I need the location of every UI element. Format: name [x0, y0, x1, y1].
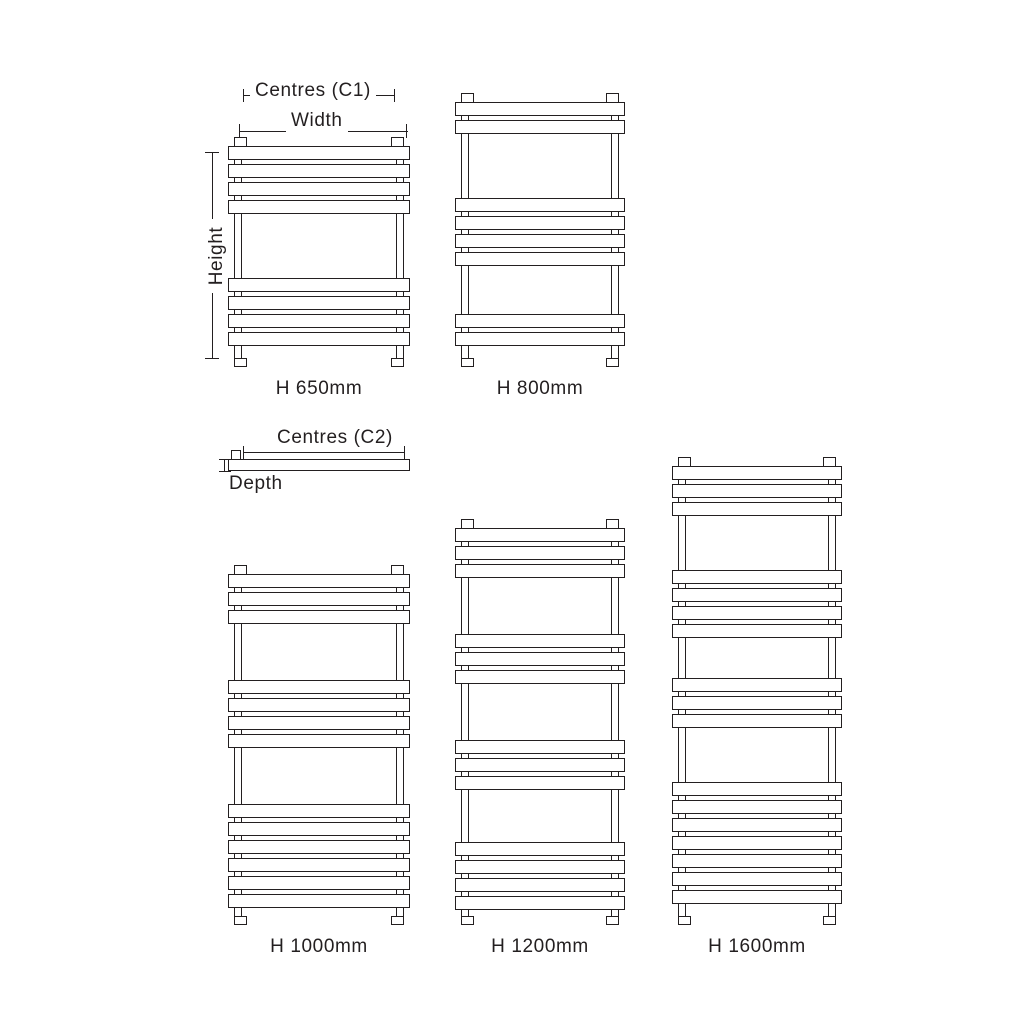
height-tick-bottom	[205, 358, 219, 359]
heating-bar	[455, 878, 625, 892]
heating-bar	[455, 564, 625, 578]
depth-line	[224, 459, 225, 472]
foot-right	[391, 358, 404, 367]
heating-bar	[228, 314, 410, 328]
heating-bar	[455, 528, 625, 542]
centres-c1-tick-right	[394, 89, 395, 102]
heating-bar	[672, 606, 842, 620]
heating-bar	[455, 332, 625, 346]
heating-bar	[672, 466, 842, 480]
heating-bar	[672, 836, 842, 850]
heating-bar	[228, 164, 410, 178]
heating-bar	[455, 842, 625, 856]
heating-bar	[455, 758, 625, 772]
heating-bar	[228, 592, 410, 606]
heating-bar	[672, 678, 842, 692]
heating-bar	[455, 776, 625, 790]
top-nub-left	[234, 137, 247, 146]
depth-profile-bar	[228, 459, 410, 471]
heating-bar	[228, 146, 410, 160]
top-nub-left	[461, 519, 474, 528]
heating-bar	[455, 860, 625, 874]
top-nub-right	[391, 565, 404, 574]
heating-bar	[672, 502, 842, 516]
foot-left	[234, 358, 247, 367]
depth-profile-nub-left	[231, 450, 241, 459]
depth-label: Depth	[224, 473, 288, 495]
width-tick-left	[239, 124, 240, 138]
heating-bar	[455, 740, 625, 754]
foot-left	[678, 916, 691, 925]
heating-bar	[228, 716, 410, 730]
heating-bar	[228, 610, 410, 624]
heating-bar	[455, 314, 625, 328]
side-rail-left	[461, 528, 469, 916]
heating-bar	[672, 588, 842, 602]
width-label: Width	[286, 110, 348, 132]
heating-bar	[228, 858, 410, 872]
heating-bar	[455, 896, 625, 910]
heating-bar	[228, 822, 410, 836]
heating-bar	[228, 804, 410, 818]
top-nub-left	[234, 565, 247, 574]
caption-h1600: H 1600mm	[708, 936, 806, 957]
caption-h1000: H 1000mm	[270, 936, 368, 957]
heating-bar	[455, 102, 625, 116]
heating-bar	[672, 484, 842, 498]
foot-right	[391, 916, 404, 925]
heating-bar	[228, 680, 410, 694]
top-nub-right	[606, 519, 619, 528]
heating-bar	[455, 198, 625, 212]
foot-left	[234, 916, 247, 925]
heating-bar	[455, 546, 625, 560]
heating-bar	[228, 894, 410, 908]
heating-bar	[672, 696, 842, 710]
top-nub-right	[823, 457, 836, 466]
heating-bar	[672, 854, 842, 868]
heating-bar	[455, 252, 625, 266]
heating-bar	[672, 624, 842, 638]
heating-bar	[228, 698, 410, 712]
heating-bar	[455, 234, 625, 248]
heating-bar	[228, 876, 410, 890]
side-rail-right	[611, 528, 619, 916]
heating-bar	[672, 890, 842, 904]
heating-bar	[455, 634, 625, 648]
radiator-h1000	[228, 574, 410, 916]
centres-c2-line	[243, 452, 405, 453]
heating-bar	[455, 670, 625, 684]
height-tick-top	[205, 152, 219, 153]
centres-c1-tick-left	[243, 89, 244, 102]
heating-bar	[228, 200, 410, 214]
caption-h800: H 800mm	[496, 378, 584, 399]
heating-bar	[228, 840, 410, 854]
heating-bar	[228, 734, 410, 748]
heating-bar	[228, 278, 410, 292]
centres-c2-tick-left	[243, 446, 244, 459]
heating-bar	[672, 818, 842, 832]
foot-right	[823, 916, 836, 925]
heating-bar	[228, 332, 410, 346]
caption-h650: H 650mm	[275, 378, 363, 399]
centres-c2-label: Centres (C2)	[272, 427, 398, 449]
top-nub-left	[678, 457, 691, 466]
top-nub-right	[391, 137, 404, 146]
foot-left	[461, 916, 474, 925]
heating-bar	[228, 182, 410, 196]
radiator-h1600	[672, 466, 842, 916]
heating-bar	[455, 652, 625, 666]
foot-left	[461, 358, 474, 367]
heating-bar	[455, 216, 625, 230]
top-nub-left	[461, 93, 474, 102]
centres-c1-label: Centres (C1)	[250, 80, 376, 102]
heating-bar	[672, 782, 842, 796]
heating-bar	[672, 714, 842, 728]
heating-bar	[672, 872, 842, 886]
heating-bar	[672, 570, 842, 584]
width-tick-right	[406, 124, 407, 138]
caption-h1200: H 1200mm	[491, 936, 589, 957]
heating-bar	[228, 574, 410, 588]
radiator-h650	[228, 146, 410, 358]
centres-c2-tick-right	[404, 446, 405, 459]
heating-bar	[228, 296, 410, 310]
radiator-h800	[455, 102, 625, 358]
foot-right	[606, 358, 619, 367]
heating-bar	[455, 120, 625, 134]
top-nub-right	[606, 93, 619, 102]
heating-bar	[672, 800, 842, 814]
foot-right	[606, 916, 619, 925]
height-label: Height	[206, 219, 228, 293]
radiator-h1200	[455, 528, 625, 916]
